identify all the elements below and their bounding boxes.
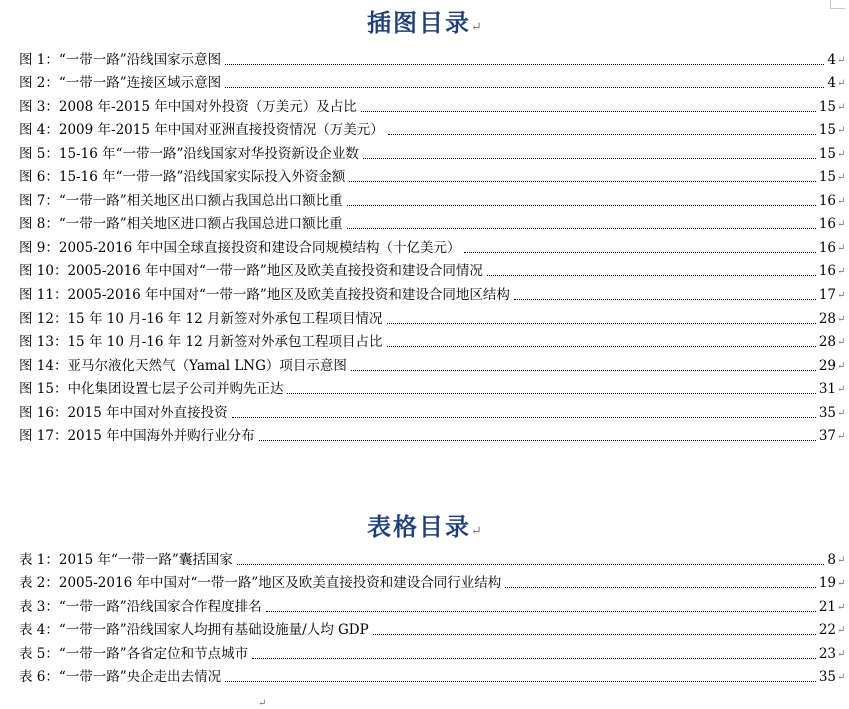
toc-entry-page-number: 31 (818, 381, 836, 398)
paragraph-mark-icon: ↵ (837, 148, 846, 160)
toc-entry-label: 图 16：2015 年中国对外直接投资 (19, 404, 228, 421)
toc-entry-page-number: 15 (818, 98, 836, 115)
toc-entry[interactable] (19, 378, 846, 402)
dot-leader (464, 252, 815, 253)
paragraph-mark-icon: ↵ (837, 360, 846, 372)
toc-entry[interactable] (19, 666, 846, 690)
toc-entry-page-number: 22 (818, 622, 836, 639)
dot-leader (388, 134, 816, 135)
toc-entry-page-number: 17 (818, 287, 836, 304)
paragraph-mark-icon: ↵ (837, 625, 846, 637)
paragraph-mark-icon: ↵ (837, 242, 846, 254)
toc-entry[interactable] (19, 401, 846, 425)
toc-entry[interactable] (19, 572, 846, 596)
toc-entry[interactable] (19, 354, 846, 378)
dot-leader (387, 346, 816, 347)
toc-entry[interactable] (19, 95, 846, 119)
toc-entry-page-number: 15 (818, 122, 836, 139)
toc-entry-label: 图 4：2009 年-2015 年中国对亚洲直接投资情况（万美元） (19, 122, 384, 139)
toc-entry-label: 图 1：“一带一路”沿线国家示意图 (19, 51, 222, 68)
toc-entry-label: 图 17：2015 年中国海外并购行业分布 (19, 428, 255, 445)
dot-leader (225, 87, 824, 88)
paragraph-mark-icon: ↵ (837, 78, 846, 90)
toc-entry-label: 图 12：15 年 10 月-16 年 12 月新签对外承包工程项目情况 (19, 310, 383, 327)
toc-entry[interactable] (19, 642, 846, 666)
tables-heading-text: 表格目录 (367, 512, 472, 541)
toc-entry-page-number: 28 (818, 310, 836, 327)
toc-entry[interactable] (19, 166, 846, 190)
paragraph-mark-icon: ↵ (471, 524, 482, 539)
toc-entry-label: 图 2：“一带一路”连接区域示意图 (19, 75, 222, 92)
paragraph-mark-icon: ↵ (837, 219, 846, 231)
paragraph-mark-icon: ↵ (837, 101, 846, 113)
paragraph-mark-icon: ↵ (837, 384, 846, 396)
paragraph-mark-icon: ↵ (837, 172, 846, 184)
toc-entry-page-number: 23 (818, 645, 836, 662)
toc-entry[interactable] (19, 260, 846, 284)
toc-entry-label: 图 5：15-16 年“一带一路”沿线国家对华投资新设企业数 (19, 145, 359, 162)
dot-leader (225, 681, 816, 682)
dot-leader (487, 275, 816, 276)
toc-entry-page-number: 35 (818, 669, 836, 686)
toc-entry-label: 图 15：中化集团设置七层子公司并购先正达 (19, 381, 284, 398)
dot-leader (363, 158, 816, 159)
toc-entry-page-number: 29 (818, 357, 836, 374)
paragraph-mark-icon: ↵ (837, 431, 846, 443)
toc-entry-label: 图 3：2008 年-2015 年中国对外投资（万美元）及占比 (19, 98, 357, 115)
paragraph-mark-icon: ↵ (837, 672, 846, 684)
toc-entry[interactable] (19, 595, 846, 619)
paragraph-mark-icon: ↵ (837, 601, 846, 613)
toc-entry-page-number: 15 (818, 169, 836, 186)
toc-entry-label: 图 14：亚马尔液化天然气（Yamal LNG）项目示意图 (19, 357, 347, 374)
figures-heading-text: 插图目录 (367, 8, 472, 37)
figures-heading (0, 3, 849, 38)
toc-entry-page-number: 35 (818, 404, 836, 421)
toc-entry[interactable] (19, 331, 846, 355)
toc-entry-label: 图 6：15-16 年“一带一路”沿线国家实际投入外资金额 (19, 169, 346, 186)
toc-entry[interactable] (19, 189, 846, 213)
dot-leader (225, 64, 824, 65)
dot-leader (237, 564, 825, 565)
toc-entry-label: 表 1：2015 年“一带一路”囊括国家 (19, 551, 233, 568)
paragraph-mark-icon: ↵ (837, 195, 846, 207)
toc-entry-page-number: 16 (818, 239, 836, 256)
paragraph-mark-icon: ↵ (837, 407, 846, 419)
toc-entry-label: 表 2：2005-2016 年中国对“一带一路”地区及欧美直接投资和建设合同行业结构 (19, 575, 502, 592)
dot-leader (387, 323, 816, 324)
toc-entry-label: 图 7：“一带一路”相关地区出口额占我国总出口额比重 (19, 192, 343, 209)
toc-entry[interactable] (19, 119, 846, 143)
paragraph-mark-icon: ↵ (837, 125, 846, 137)
toc-entry[interactable] (19, 213, 846, 237)
toc-entry-page-number: 28 (818, 334, 836, 351)
toc-entry-page-number: 21 (818, 598, 836, 615)
toc-entry-page-number: 15 (818, 145, 836, 162)
toc-entry-page-number: 19 (818, 575, 836, 592)
toc-entry-page-number: 4 (827, 51, 836, 68)
dot-leader (505, 587, 816, 588)
toc-entry-label: 图 8：“一带一路”相关地区进口额占我国总进口额比重 (19, 216, 343, 233)
tables-heading (0, 507, 849, 542)
figures-toc-list (19, 48, 846, 448)
toc-entry[interactable] (19, 236, 846, 260)
paragraph-mark-icon: ↵ (837, 54, 846, 66)
paragraph-mark-icon: ↵ (837, 266, 846, 278)
paragraph-mark-icon: ↵ (471, 20, 482, 35)
toc-entry[interactable] (19, 283, 846, 307)
dot-leader (232, 417, 816, 418)
paragraph-mark-icon: ↵ (837, 578, 846, 590)
dot-leader (347, 228, 816, 229)
toc-entry-label: 表 4：“一带一路”沿线国家人均拥有基础设施量/人均 GDP (19, 622, 369, 639)
toc-entry-page-number: 4 (827, 75, 836, 92)
toc-entry-page-number: 16 (818, 263, 836, 280)
dot-leader (351, 370, 816, 371)
toc-entry-label: 表 5：“一带一路”各省定位和节点城市 (19, 645, 249, 662)
toc-entry-label: 图 11：2005-2016 年中国对“一带一路”地区及欧美直接投资和建设合同地区结构 (19, 287, 510, 304)
dot-leader (514, 299, 816, 300)
toc-entry[interactable] (19, 425, 846, 449)
paragraph-mark-icon: ↵ (837, 313, 846, 325)
toc-entry-page-number: 8 (827, 551, 836, 568)
paragraph-mark-icon: ↵ (837, 337, 846, 349)
dot-leader (252, 658, 816, 659)
toc-entry-label: 图 13：15 年 10 月-16 年 12 月新签对外承包工程项目占比 (19, 334, 383, 351)
toc-entry-page-number: 37 (818, 428, 836, 445)
toc-entry[interactable] (19, 307, 846, 331)
tables-toc-list (19, 548, 846, 689)
paragraph-mark-icon: ↵ (837, 290, 846, 302)
toc-entry-label: 表 3：“一带一路”沿线国家合作程度排名 (19, 598, 262, 615)
paragraph-mark-icon: ↵ (837, 554, 846, 566)
dot-leader (287, 393, 815, 394)
toc-entry-label: 图 9：2005-2016 年中国全球直接投资和建设合同规模结构（十亿美元） (19, 239, 461, 256)
toc-entry-page-number: 16 (818, 216, 836, 233)
dot-leader (373, 634, 816, 635)
paragraph-mark-icon: ↵ (258, 698, 267, 709)
dot-leader (266, 611, 816, 612)
dot-leader (349, 181, 815, 182)
dot-leader (347, 205, 816, 206)
toc-entry[interactable] (19, 72, 846, 96)
toc-entry[interactable] (19, 142, 846, 166)
toc-entry[interactable] (19, 548, 846, 572)
paragraph-mark-icon: ↵ (837, 648, 846, 660)
dot-leader (361, 111, 816, 112)
toc-entry-page-number: 16 (818, 192, 836, 209)
toc-entry-label: 表 6：“一带一路”央企走出去情况 (19, 669, 222, 686)
dot-leader (259, 440, 816, 441)
toc-entry[interactable] (19, 619, 846, 643)
toc-entry[interactable] (19, 48, 846, 72)
toc-entry-label: 图 10：2005-2016 年中国对“一带一路”地区及欧美直接投资和建设合同情况 (19, 263, 483, 280)
